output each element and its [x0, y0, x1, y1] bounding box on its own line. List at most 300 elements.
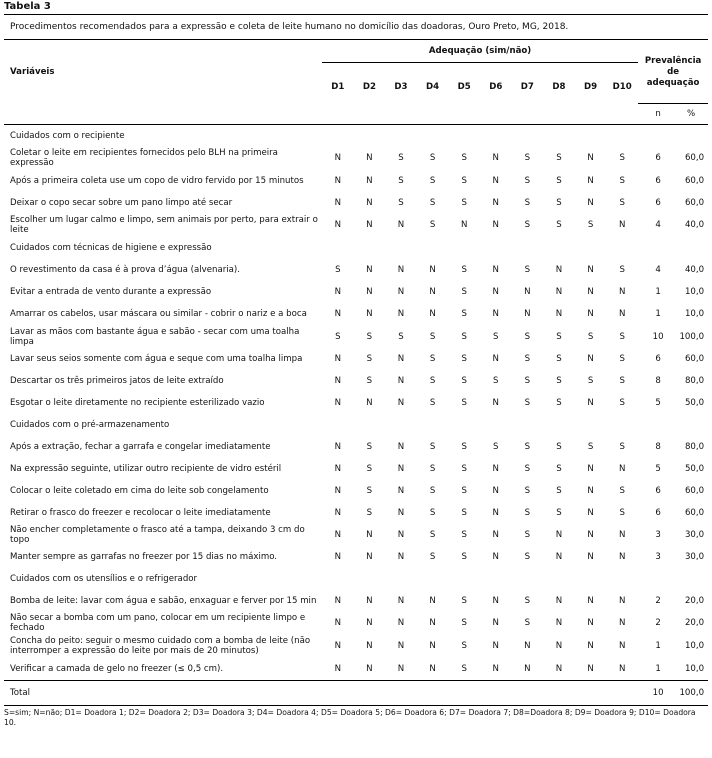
row-value-d3: N — [397, 309, 405, 319]
row-label: Concha do peito: seguir o mesmo cuidado com a bomba de leite (não interromper a expressão do leite por mais de 20 minutos) — [10, 636, 311, 656]
row-value-d8: N — [555, 641, 563, 651]
row-n: 1 — [655, 309, 661, 319]
row-pct: 10,0 — [684, 309, 705, 319]
row-value-d5: S — [461, 153, 467, 163]
table-footnote: S=sim; N=não; D1= Doadora 1; D2= Doadora 2; D3= Doadora 3; D4= Doadora 4; D5= Doadora 5; D6= Doadora 6; D7= Doadora 7; D8=Doadora 8; D9= Doadora 9; D10= Doadora 10. — [4, 707, 696, 727]
row-value-d2: N — [366, 618, 373, 628]
row-n: 2 — [655, 595, 661, 606]
section-title: Cuidados com o recipiente — [10, 130, 125, 141]
row-pct: 60,0 — [684, 485, 705, 496]
row-value-d7: S — [524, 595, 531, 606]
row-value-d7: S — [524, 529, 531, 540]
row-value-d7: S — [524, 397, 531, 408]
row-value-d5: S — [461, 641, 467, 651]
row-value-d2: N — [366, 529, 373, 540]
row-value-d10: N — [618, 286, 626, 297]
header-code-d4: D4 — [426, 82, 440, 92]
row-value-d2: N — [366, 551, 373, 562]
row-value-d8: N — [555, 309, 563, 319]
row-value-d1: N — [334, 397, 342, 408]
total-pct: 100,0 — [678, 680, 708, 705]
row-value-d8: S — [556, 175, 562, 186]
row-label: O revestimento da casa é à prova d’água (alvenaria). — [10, 264, 240, 275]
table-row — [4, 436, 708, 458]
row-value-d7: S — [524, 441, 531, 452]
row-value-d7: S — [524, 264, 531, 275]
row-n: 6 — [655, 197, 661, 208]
row-value-d3: N — [397, 551, 405, 562]
row-n: 4 — [655, 264, 661, 275]
row-value-d6: N — [492, 153, 499, 163]
row-value-d1: N — [334, 463, 342, 474]
row-value-d2: N — [366, 175, 373, 186]
row-value-d1: N — [334, 618, 342, 628]
row-value-d9: N — [587, 618, 594, 628]
row-value-d5: S — [461, 507, 467, 518]
row-value-d10: S — [619, 264, 625, 275]
row-value-d3: N — [397, 618, 405, 628]
row-value-d9: N — [587, 286, 594, 297]
row-n: 6 — [655, 175, 661, 186]
row-value-d1: N — [334, 309, 342, 319]
table-row — [4, 392, 708, 414]
row-value-d8: S — [556, 331, 562, 342]
section-title: Cuidados com técnicas de higiene e expressão — [10, 242, 212, 253]
row-value-d8: S — [556, 353, 562, 364]
row-pct: 80,0 — [684, 441, 705, 452]
row-value-d8: S — [556, 220, 562, 230]
row-value-d9: N — [587, 353, 594, 364]
header-code-d1: D1 — [331, 82, 345, 92]
row-label: Descartar os três primeiros jatos de leite extraído — [10, 375, 224, 386]
row-n: 1 — [655, 286, 661, 297]
row-value-d2: S — [366, 331, 373, 342]
table-row — [4, 502, 708, 524]
row-value-d4: N — [429, 641, 436, 651]
row-value-d3: N — [397, 529, 405, 540]
row-value-d9: S — [587, 441, 594, 452]
row-value-d4: S — [429, 441, 436, 452]
row-value-d9: N — [587, 463, 594, 474]
row-pct: 60,0 — [684, 153, 705, 163]
table-header — [4, 40, 708, 124]
row-value-d1: N — [334, 441, 342, 452]
header-code-d6: D6 — [489, 82, 503, 92]
row-value-d10: S — [619, 353, 625, 364]
row-value-d5: S — [461, 286, 467, 297]
row-value-d3: N — [397, 353, 405, 364]
row-value-d5: S — [461, 264, 467, 275]
row-pct: 80,0 — [684, 375, 705, 386]
row-value-d2: S — [366, 441, 373, 452]
row-value-d9: N — [587, 397, 594, 408]
row-value-d2: N — [366, 595, 373, 606]
row-value-d5: S — [461, 175, 467, 186]
row-label: Coletar o leite em recipientes fornecidos pelo BLH na primeira expressão — [10, 148, 278, 168]
total-label: Total — [4, 680, 322, 705]
row-value-d4: S — [429, 353, 436, 364]
row-label: Amarrar os cabelos, usar máscara ou similar - cobrir o nariz e a boca — [10, 309, 307, 319]
row-value-d10: S — [619, 331, 625, 342]
table-row — [4, 348, 708, 370]
row-pct: 100,0 — [679, 331, 705, 342]
row-value-d10: N — [618, 220, 626, 230]
row-value-d6: N — [492, 353, 499, 364]
row-value-d7: S — [524, 618, 531, 628]
row-value-d6: N — [492, 641, 499, 651]
row-value-d8: N — [555, 663, 563, 674]
row-label: Lavar as mãos com bastante água e sabão - secar com uma toalha limpa — [10, 326, 300, 347]
header-n: n — [638, 103, 678, 124]
row-value-d9: S — [587, 331, 594, 342]
row-value-d2: N — [366, 397, 373, 408]
row-value-d3: N — [397, 641, 405, 651]
row-value-d5: S — [461, 529, 467, 540]
total-row — [4, 680, 708, 705]
row-value-d10: S — [619, 485, 625, 496]
header-prevalence-line1: Prevalência — [644, 56, 702, 67]
row-value-d1: N — [334, 220, 342, 230]
header-code-d3: D3 — [394, 82, 408, 92]
row-value-d6: N — [492, 595, 499, 606]
row-n: 5 — [655, 397, 661, 408]
row-value-d10: N — [618, 309, 626, 319]
row-value-d4: S — [429, 529, 436, 540]
row-value-d9: S — [587, 220, 594, 230]
document-page — [4, 0, 708, 728]
row-value-d5: S — [461, 331, 467, 342]
row-value-d2: N — [366, 286, 373, 297]
row-label: Após a primeira coleta use um copo de vidro fervido por 15 minutos — [10, 175, 304, 186]
row-value-d4: N — [429, 618, 436, 628]
row-n: 10 — [652, 331, 664, 342]
row-value-d9: S — [587, 375, 594, 386]
row-value-d8: N — [555, 551, 563, 562]
header-code-d9: D9 — [583, 82, 598, 92]
row-label: Retirar o frasco do freezer e recolocar o leite imediatamente — [10, 507, 271, 518]
header-spacer-codes — [322, 103, 638, 124]
row-pct: 60,0 — [684, 353, 705, 364]
row-label: Verificar a camada de gelo no freezer (≤ 0,5 cm). — [10, 663, 224, 674]
row-value-d1: N — [334, 551, 342, 562]
row-label: Após a extração, fechar a garrafa e congelar imediatamente — [10, 441, 271, 452]
row-value-d4: S — [429, 551, 436, 562]
row-n: 6 — [655, 507, 661, 518]
row-value-d1: N — [334, 175, 342, 186]
row-value-d7: S — [524, 375, 531, 386]
row-value-d2: N — [366, 220, 373, 230]
row-value-d3: N — [397, 663, 405, 674]
row-n: 1 — [655, 641, 661, 651]
row-value-d10: N — [618, 463, 626, 474]
row-value-d8: N — [555, 595, 563, 606]
row-value-d8: S — [556, 485, 562, 496]
table-row — [4, 458, 708, 480]
header-code-d10: D10 — [612, 82, 632, 92]
row-value-d5: S — [461, 197, 467, 208]
row-value-d5: S — [461, 595, 467, 606]
row-value-d10: N — [618, 595, 626, 606]
row-value-d6: N — [492, 197, 499, 208]
section-row — [4, 414, 708, 436]
table-row — [4, 612, 708, 635]
header-adequacy: Adequação (sim/não) — [322, 40, 638, 63]
row-value-d5: N — [460, 220, 468, 230]
row-value-d2: N — [366, 264, 373, 275]
row-value-d10: S — [619, 397, 625, 408]
header-pct: % — [678, 103, 708, 124]
row-value-d6: N — [492, 663, 499, 674]
row-value-d7: S — [524, 197, 531, 208]
row-n: 2 — [655, 618, 661, 628]
row-n: 4 — [655, 220, 661, 230]
row-value-d10: N — [618, 663, 626, 674]
row-value-d7: S — [524, 463, 531, 474]
row-value-d7: S — [524, 220, 531, 230]
row-value-d3: N — [397, 595, 405, 606]
row-value-d5: S — [461, 397, 467, 408]
row-value-d8: S — [556, 153, 562, 163]
row-value-d1: N — [334, 663, 342, 674]
row-value-d3: N — [397, 463, 405, 474]
row-value-d1: N — [334, 286, 342, 297]
row-value-d8: S — [556, 441, 562, 452]
row-value-d3: N — [397, 375, 405, 386]
row-value-d4: S — [429, 175, 436, 186]
row-value-d10: S — [619, 507, 625, 518]
row-value-d8: S — [556, 375, 562, 386]
row-value-d1: S — [335, 331, 341, 342]
row-pct: 30,0 — [684, 529, 705, 540]
row-value-d10: S — [619, 197, 625, 208]
row-n: 6 — [655, 153, 661, 163]
row-value-d7: S — [524, 331, 531, 342]
table-body — [4, 124, 708, 705]
table-row — [4, 192, 708, 214]
row-value-d5: S — [461, 441, 467, 452]
table-row — [4, 147, 708, 170]
table-row — [4, 281, 708, 303]
row-value-d3: N — [397, 485, 405, 496]
row-value-d7: S — [524, 485, 531, 496]
row-value-d8: S — [556, 397, 562, 408]
row-value-d3: S — [398, 197, 404, 208]
row-value-d7: N — [524, 309, 531, 319]
header-code-d5: D5 — [457, 82, 471, 92]
section-row — [4, 237, 708, 259]
header-prevalence-line2: de — [667, 67, 680, 78]
row-value-d4: S — [429, 331, 436, 342]
row-value-d1: S — [335, 264, 341, 275]
row-value-d8: N — [555, 264, 563, 275]
row-value-d5: S — [461, 551, 467, 562]
row-pct: 60,0 — [684, 197, 705, 208]
table-row — [4, 326, 708, 348]
total-spacer — [322, 680, 638, 705]
row-value-d2: N — [366, 641, 373, 651]
row-value-d7: S — [524, 153, 531, 163]
row-value-d3: N — [397, 286, 405, 297]
row-value-d9: N — [587, 153, 594, 163]
row-value-d1: N — [334, 507, 342, 518]
table-row — [4, 635, 708, 658]
row-label: Não secar a bomba com um pano, colocar em um recipiente limpo e fechado — [10, 613, 306, 633]
row-value-d7: N — [524, 641, 531, 651]
row-value-d10: S — [619, 153, 625, 163]
row-value-d3: N — [397, 397, 405, 408]
row-value-d3: N — [397, 441, 405, 452]
row-value-d9: N — [587, 529, 594, 540]
table-caption: Procedimentos recomendados para a expressão e coleta de leite humano no domicílio das doadoras, Ouro Preto, MG, 2018. — [10, 22, 569, 32]
row-value-d6: N — [492, 309, 499, 319]
row-value-d6: S — [493, 441, 499, 452]
row-value-d7: S — [524, 507, 531, 518]
row-value-d8: S — [556, 507, 562, 518]
row-value-d10: N — [618, 529, 626, 540]
row-value-d9: N — [587, 641, 594, 651]
row-value-d6: N — [492, 618, 499, 628]
row-value-d1: N — [334, 529, 342, 540]
row-value-d3: S — [398, 175, 404, 186]
header-spacer — [4, 103, 322, 124]
row-label: Na expressão seguinte, utilizar outro recipiente de vidro estéril — [10, 463, 282, 474]
row-value-d9: N — [587, 175, 594, 186]
row-n: 8 — [655, 375, 661, 386]
row-value-d7: N — [524, 286, 531, 297]
row-value-d3: S — [398, 331, 404, 342]
row-value-d7: S — [524, 175, 531, 186]
row-label: Evitar a entrada de vento durante a expressão — [10, 286, 212, 297]
row-value-d3: N — [397, 220, 405, 230]
row-label: Colocar o leite coletado em cima do leite sob congelamento — [10, 485, 269, 496]
table-row — [4, 303, 708, 326]
row-value-d2: N — [366, 663, 373, 674]
row-value-d9: N — [587, 485, 594, 496]
table-label: Tabela 3 — [4, 1, 51, 12]
section-title: Cuidados com o pré-armazenamento — [10, 419, 170, 430]
row-value-d6: N — [492, 175, 499, 186]
row-value-d2: S — [366, 485, 373, 496]
header-code-d2: D2 — [362, 82, 376, 92]
row-pct: 10,0 — [684, 641, 705, 651]
row-value-d2: S — [366, 507, 373, 518]
row-value-d6: N — [492, 507, 499, 518]
row-pct: 50,0 — [684, 463, 705, 474]
row-value-d1: N — [334, 197, 342, 208]
section-row — [4, 124, 708, 147]
row-value-d2: S — [366, 353, 373, 364]
row-value-d6: N — [492, 397, 499, 408]
table-row — [4, 259, 708, 281]
total-n: 10 — [638, 680, 678, 705]
table-row — [4, 546, 708, 568]
row-value-d9: N — [587, 663, 594, 674]
row-value-d8: S — [556, 463, 562, 474]
row-value-d4: N — [429, 286, 436, 297]
row-value-d8: N — [555, 618, 563, 628]
table-row — [4, 658, 708, 681]
row-value-d4: S — [429, 375, 436, 386]
row-value-d7: S — [524, 551, 531, 562]
row-value-d2: N — [366, 153, 373, 163]
row-label: Deixar o copo secar sobre um pano limpo até secar — [10, 197, 233, 208]
row-n: 3 — [655, 529, 661, 540]
row-pct: 20,0 — [684, 618, 705, 628]
row-value-d6: N — [492, 529, 499, 540]
row-value-d5: S — [461, 618, 467, 628]
row-value-d9: N — [587, 507, 594, 518]
row-value-d2: S — [366, 375, 373, 386]
row-value-d5: S — [461, 463, 467, 474]
header-prevalence — [638, 40, 708, 103]
row-value-d6: N — [492, 463, 499, 474]
row-value-d9: N — [587, 197, 594, 208]
row-value-d2: N — [366, 197, 373, 208]
row-value-d3: S — [398, 153, 404, 163]
row-pct: 20,0 — [684, 595, 705, 606]
row-value-d2: N — [366, 309, 373, 319]
row-value-d7: N — [524, 663, 531, 674]
header-code-d7: D7 — [520, 82, 534, 92]
row-label: Esgotar o leite diretamente no recipiente esterilizado vazio — [10, 397, 265, 408]
row-value-d4: N — [429, 595, 436, 606]
row-value-d3: N — [397, 507, 405, 518]
section-title: Cuidados com os utensílios e o refrigerador — [10, 573, 198, 584]
row-value-d4: S — [429, 485, 436, 496]
row-label: Bomba de leite: lavar com água e sabão, enxaguar e ferver por 15 min — [10, 595, 317, 606]
row-value-d6: N — [492, 286, 499, 297]
row-value-d1: N — [334, 485, 342, 496]
row-n: 5 — [655, 463, 661, 474]
row-value-d4: S — [429, 220, 436, 230]
row-pct: 60,0 — [684, 175, 705, 186]
row-value-d5: S — [461, 375, 467, 386]
row-pct: 40,0 — [684, 220, 705, 230]
row-value-d8: S — [556, 197, 562, 208]
row-value-d9: N — [587, 309, 594, 319]
row-value-d7: S — [524, 353, 531, 364]
row-value-d9: N — [587, 264, 594, 275]
row-pct: 60,0 — [684, 507, 705, 518]
row-value-d5: S — [461, 663, 467, 674]
table-row — [4, 170, 708, 192]
row-pct: 10,0 — [684, 663, 705, 674]
row-value-d6: N — [492, 220, 499, 230]
table-row — [4, 370, 708, 392]
row-value-d4: S — [429, 153, 436, 163]
row-n: 1 — [655, 663, 661, 674]
row-value-d10: S — [619, 375, 625, 386]
row-pct: 50,0 — [684, 397, 705, 408]
row-value-d5: S — [461, 309, 467, 319]
row-value-d5: S — [461, 485, 467, 496]
row-label: Escolher um lugar calmo e limpo, sem animais por perto, para extrair o leite — [10, 215, 318, 235]
row-pct: 40,0 — [684, 264, 705, 275]
table-row — [4, 524, 708, 546]
row-value-d5: S — [461, 353, 467, 364]
row-value-d10: S — [619, 441, 625, 452]
row-value-d1: N — [334, 375, 342, 386]
row-n: 6 — [655, 353, 661, 364]
row-value-d4: N — [429, 264, 436, 275]
row-value-d1: N — [334, 641, 342, 651]
row-value-d4: N — [429, 663, 436, 674]
row-pct: 10,0 — [684, 286, 705, 297]
row-value-d3: N — [397, 264, 405, 275]
row-value-d1: N — [334, 153, 342, 163]
row-value-d8: N — [555, 286, 563, 297]
row-value-d2: S — [366, 463, 373, 474]
